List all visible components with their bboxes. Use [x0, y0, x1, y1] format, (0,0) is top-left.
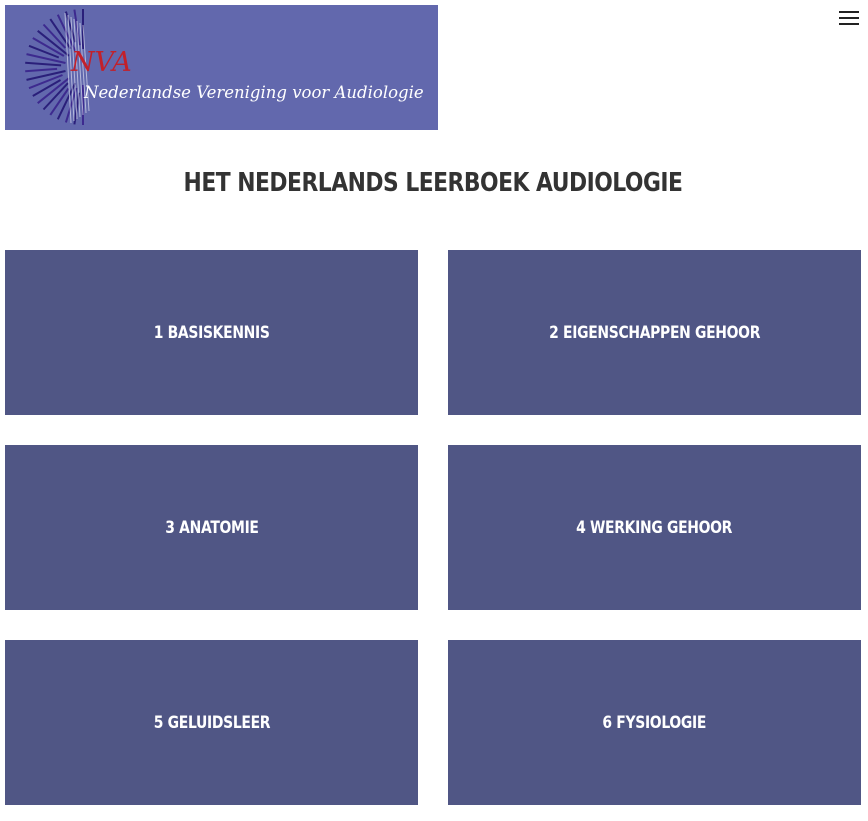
chapter-tile-label: 2 EIGENSCHAPPEN GEHOOR	[549, 322, 760, 343]
menu-bar	[839, 23, 859, 25]
chapter-tile-label: 1 BASISKENNIS	[153, 322, 270, 343]
chapter-tile-basiskennis[interactable]	[5, 250, 418, 415]
logo-full-name: Nederlandse Vereniging voor Audiologie	[84, 83, 424, 102]
chapter-tile-werking-gehoor[interactable]	[448, 445, 861, 610]
chapter-tile-eigenschappen-gehoor[interactable]	[448, 250, 861, 415]
chapter-tile-fysiologie[interactable]	[448, 640, 861, 805]
chapter-tile-label: 3 ANATOMIE	[164, 517, 259, 538]
chapter-tile-anatomie[interactable]	[5, 445, 418, 610]
sound-rays-icon	[5, 5, 438, 130]
hamburger-menu-icon[interactable]	[839, 9, 861, 27]
chapter-tile-label: 5 GELUIDSLEER	[153, 712, 270, 733]
site-logo[interactable]	[5, 5, 438, 130]
chapter-tile-label: 6 FYSIOLOGIE	[602, 712, 707, 733]
sound-ray	[25, 63, 61, 66]
menu-bar	[839, 17, 859, 19]
page-title: HET NEDERLANDS LEERBOEK AUDIOLOGIE	[183, 168, 683, 198]
sound-ray	[25, 69, 57, 71]
sound-ray	[66, 12, 75, 43]
logo-abbreviation: NVA	[71, 47, 132, 78]
sound-ray	[27, 54, 66, 63]
menu-bar	[839, 11, 859, 13]
chapter-tile-label: 4 WERKING GEHOOR	[576, 517, 733, 538]
chapter-tile-geluidsleer[interactable]	[5, 640, 418, 805]
